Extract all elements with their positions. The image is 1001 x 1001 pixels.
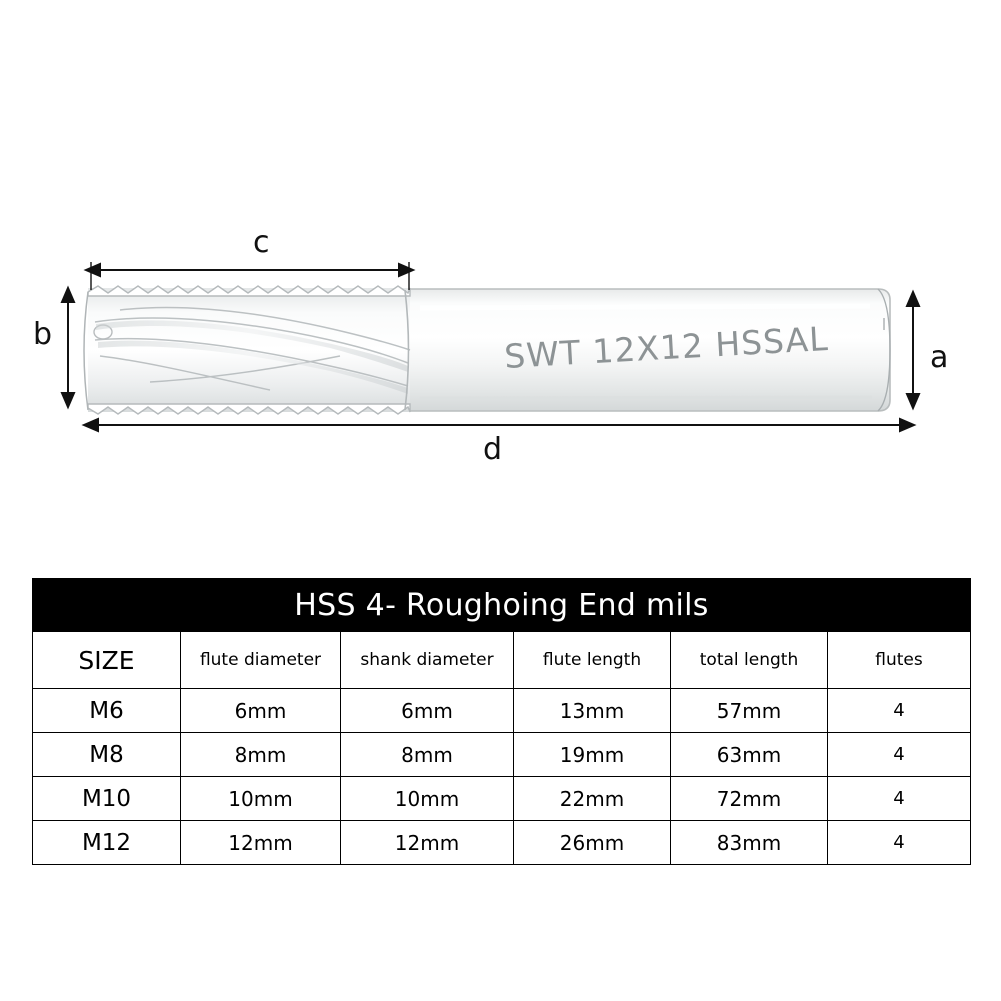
dimension-label-c: c xyxy=(253,225,270,260)
table-title: HSS 4- Roughoing End mils xyxy=(33,579,971,632)
cell-size: M8 xyxy=(33,733,181,777)
cell-total-length: 63mm xyxy=(671,733,828,777)
cell-flute-diameter: 6mm xyxy=(181,689,341,733)
cell-flute-length: 26mm xyxy=(514,821,671,865)
header-flute-diameter: flute diameter xyxy=(181,632,341,689)
dimension-label-d: d xyxy=(483,432,503,467)
table-row xyxy=(33,777,971,821)
cell-flute-diameter: 10mm xyxy=(181,777,341,821)
table-row xyxy=(33,821,971,865)
header-flutes: flutes xyxy=(828,632,971,689)
specification-table xyxy=(32,578,971,865)
dimension-label-a: a xyxy=(930,340,949,375)
header-flute-length: flute length xyxy=(514,632,671,689)
cell-size: M12 xyxy=(33,821,181,865)
cell-flute-length: 22mm xyxy=(514,777,671,821)
cell-flute-diameter: 8mm xyxy=(181,733,341,777)
tool-body-group xyxy=(84,286,890,414)
cell-total-length: 83mm xyxy=(671,821,828,865)
cell-shank-diameter: 6mm xyxy=(341,689,514,733)
cell-flutes: 4 xyxy=(828,733,971,777)
shank-lower-shade xyxy=(420,397,872,398)
shank-highlight xyxy=(420,306,870,308)
header-size: SIZE xyxy=(33,632,181,689)
header-shank-diameter: shank diameter xyxy=(341,632,514,689)
table-title-row xyxy=(33,579,971,632)
cutter-end-face xyxy=(84,292,88,410)
cell-shank-diameter: 8mm xyxy=(341,733,514,777)
dimension-b xyxy=(62,288,74,407)
cell-flute-length: 13mm xyxy=(514,689,671,733)
dimension-label-b: b xyxy=(33,317,53,352)
table-header-row xyxy=(33,632,971,689)
cell-shank-diameter: 10mm xyxy=(341,777,514,821)
dimension-d xyxy=(84,419,914,431)
cell-size: M10 xyxy=(33,777,181,821)
table-row xyxy=(33,689,971,733)
shank-marking-text: SWT 12X12 HSSAL xyxy=(503,318,830,376)
cell-flute-diameter: 12mm xyxy=(181,821,341,865)
cell-total-length: 72mm xyxy=(671,777,828,821)
cell-size: M6 xyxy=(33,689,181,733)
cell-total-length: 57mm xyxy=(671,689,828,733)
cell-flutes: 4 xyxy=(828,689,971,733)
dimension-a xyxy=(907,292,919,408)
cell-flutes: 4 xyxy=(828,821,971,865)
header-total-length: total length xyxy=(671,632,828,689)
dimension-c xyxy=(86,262,413,290)
cell-shank-diameter: 12mm xyxy=(341,821,514,865)
table-row xyxy=(33,733,971,777)
cell-flute-length: 19mm xyxy=(514,733,671,777)
cell-flutes: 4 xyxy=(828,777,971,821)
